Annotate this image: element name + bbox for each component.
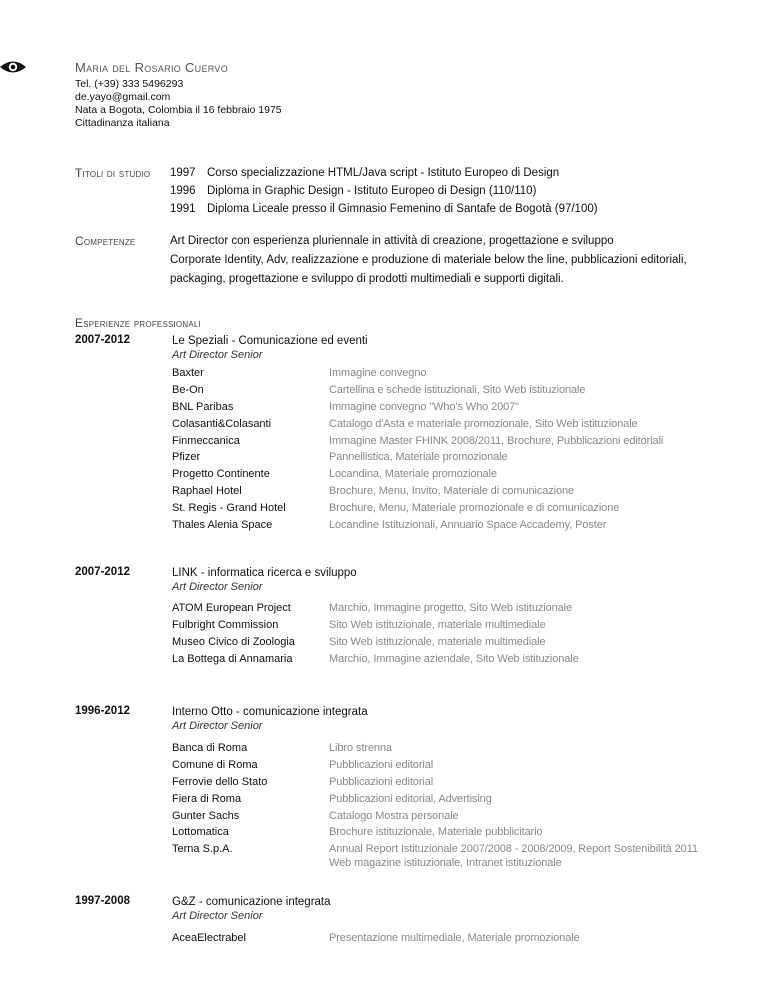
job-header xyxy=(172,566,357,594)
skills-label: Competenze xyxy=(75,234,136,248)
education-year: 1997 xyxy=(170,167,196,179)
client-row xyxy=(172,757,719,774)
client-row xyxy=(172,600,579,617)
client-work: Locandina, Materiale promozionale xyxy=(329,468,497,481)
client-name: ATOM European Project xyxy=(172,602,291,614)
education-item xyxy=(170,164,598,182)
client-row xyxy=(172,433,663,450)
client-work: Catalogo d'Asta e materiale promozionale, Sito Web istituzionale xyxy=(329,417,638,430)
education-item xyxy=(170,182,598,200)
job-role: Art Director Senior xyxy=(172,720,263,732)
client-row xyxy=(172,774,719,791)
client-work: Brochure, Menu, Invito, Materiale di comunicazione xyxy=(329,485,575,498)
job-company: Interno Otto - comunicazione integrata xyxy=(172,706,368,718)
birth-info: Nata a Bogota, Colombia il 16 febbraio 1975 xyxy=(75,104,282,116)
client-work: Pubblicazioni editorial xyxy=(329,758,434,771)
client-work: Immagine convegno xyxy=(329,367,427,379)
eye-logo-icon xyxy=(0,58,26,76)
client-work: Immagine convegno "Who's Who 2007" xyxy=(329,400,519,413)
client-work: Locandine Istituzionali, Annuario Space Accademy, Poster xyxy=(329,519,607,532)
client-work: Catalogo Mostra personale xyxy=(329,809,459,822)
education-year: 1991 xyxy=(170,203,196,215)
skills-line-1: Art Director con esperienza pluriennale in attività di creazione, progettazione e sviluppo xyxy=(170,235,614,247)
phone: Tel. (+39) 333 5496293 xyxy=(75,78,184,90)
job-role: Art Director Senior xyxy=(172,581,263,593)
client-row xyxy=(172,651,579,668)
job-header xyxy=(172,334,368,362)
client-name: Comune di Roma xyxy=(172,758,258,771)
client-name: Progetto Continente xyxy=(172,468,270,481)
contact-block xyxy=(75,78,282,130)
client-name: Pfizer xyxy=(172,451,201,464)
client-row xyxy=(172,841,719,875)
job-role: Art Director Senior xyxy=(172,910,263,922)
experience-label: Esperienze professionali xyxy=(75,316,201,330)
job-company: LINK - informatica ricerca e sviluppo xyxy=(172,567,357,579)
education-year: 1996 xyxy=(170,185,196,197)
education-text: Corso specializzazione HTML/Java script - Istituto Europeo di Design xyxy=(207,167,560,179)
client-row xyxy=(172,466,663,483)
client-row xyxy=(172,449,663,466)
client-row xyxy=(172,791,719,808)
skills-text xyxy=(170,232,730,289)
client-row xyxy=(172,634,579,651)
client-name: Gunter Sachs xyxy=(172,809,240,822)
client-work: Libro strenna xyxy=(329,742,392,754)
job-years: 1997-2008 xyxy=(75,895,130,907)
client-row xyxy=(172,500,663,517)
client-name: Banca di Roma xyxy=(172,742,248,754)
client-row xyxy=(172,365,663,382)
client-name: AceaElectrabel xyxy=(172,932,246,944)
education-text: Diploma in Graphic Design - Istituto Europeo di Design (110/110) xyxy=(207,185,537,197)
client-list xyxy=(172,365,663,534)
client-row xyxy=(172,740,719,757)
education-list xyxy=(170,164,598,218)
client-name: Ferrovie dello Stato xyxy=(172,775,268,788)
client-name: Baxter xyxy=(172,367,204,379)
client-work: Presentazione multimediale, Materiale promozionale xyxy=(329,932,580,944)
client-row xyxy=(172,416,663,433)
job-role: Art Director Senior xyxy=(172,349,263,361)
client-work: Pannellistica, Materiale promozionale xyxy=(329,451,508,464)
client-name: Finmeccanica xyxy=(172,434,240,447)
citizenship: Cittadinanza italiana xyxy=(75,117,170,129)
client-work: Immagine Master FHINK 2008/2011, Brochure, Pubblicazioni editoriali xyxy=(329,434,664,447)
client-work: Brochure istituzionale, Materiale pubblicitario xyxy=(329,826,543,839)
email: de.yayo@gmail.com xyxy=(75,91,171,103)
job-years: 1996-2012 xyxy=(75,705,130,717)
client-name: La Bottega di Annamaria xyxy=(172,652,293,665)
client-name: Raphael Hotel xyxy=(172,485,242,498)
education-text: Diploma Liceale presso il Gimnasio Femenino di Santafe de Bogotà (97/100) xyxy=(207,203,598,215)
client-list xyxy=(172,930,580,947)
client-row xyxy=(172,517,663,534)
client-name: Be-On xyxy=(172,383,204,396)
client-row xyxy=(172,399,663,416)
client-work: Marchio, Immagine progetto, Sito Web istituzionale xyxy=(329,602,573,614)
client-list xyxy=(172,740,719,875)
client-work: Cartellina e schede istituzionali, Sito Web istituzionale xyxy=(329,383,586,396)
job-header xyxy=(172,895,331,923)
client-list xyxy=(172,600,579,668)
client-work: Marchio, Immagine aziendale, Sito Web istituzionale xyxy=(329,652,579,665)
client-row xyxy=(172,930,580,947)
client-work: Brochure, Menu, Materiale promozionale e di comunicazione xyxy=(329,502,620,515)
job-years: 2007-2012 xyxy=(75,334,130,346)
job-company: G&Z - comunicazione integrata xyxy=(172,896,331,908)
client-name: Fiera di Roma xyxy=(172,792,242,805)
client-work: Pubblicazioni editorial xyxy=(329,775,434,788)
client-name: Fulbright Commission xyxy=(172,618,279,631)
person-name: Maria del Rosario Cuervo xyxy=(75,60,229,75)
job-years: 2007-2012 xyxy=(75,566,130,578)
client-name: Colasanti&Colasanti xyxy=(172,417,272,430)
client-work: Annual Report Istituzionale 2007/2008 - 2008/2009, Report Sostenibilità 2011 Web magazine istituzionale, Intranet istituzionale xyxy=(329,843,698,869)
client-name: Terna S.p.A. xyxy=(172,843,233,856)
client-row xyxy=(172,483,663,500)
client-row xyxy=(172,808,719,825)
client-work: Pubblicazioni editorial, Advertising xyxy=(329,792,492,805)
client-name: BNL Paribas xyxy=(172,400,234,413)
client-name: Thales Alenia Space xyxy=(172,519,273,532)
job-header xyxy=(172,705,368,733)
job-company: Le Speziali - Comunicazione ed eventi xyxy=(172,335,368,347)
skills-line-2: Corporate Identity, Adv, realizzazione e produzione di materiale below the line, pubblicazioni editoriali, packaging, progettazione e sviluppo di prodotti multimediali e supporti digitali. xyxy=(170,254,687,285)
client-row xyxy=(172,382,663,399)
client-work: Sito Web istituzionale, materiale multimediale xyxy=(329,618,546,631)
client-row xyxy=(172,824,719,841)
client-row xyxy=(172,617,579,634)
education-item xyxy=(170,200,598,218)
client-work: Sito Web istituzionale, materiale multimediale xyxy=(329,635,546,648)
client-name: Lottomatica xyxy=(172,826,229,839)
education-label: Titoli di studio xyxy=(75,166,151,180)
client-name: St. Regis - Grand Hotel xyxy=(172,502,286,515)
client-name: Museo Civico di Zoologia xyxy=(172,635,295,648)
